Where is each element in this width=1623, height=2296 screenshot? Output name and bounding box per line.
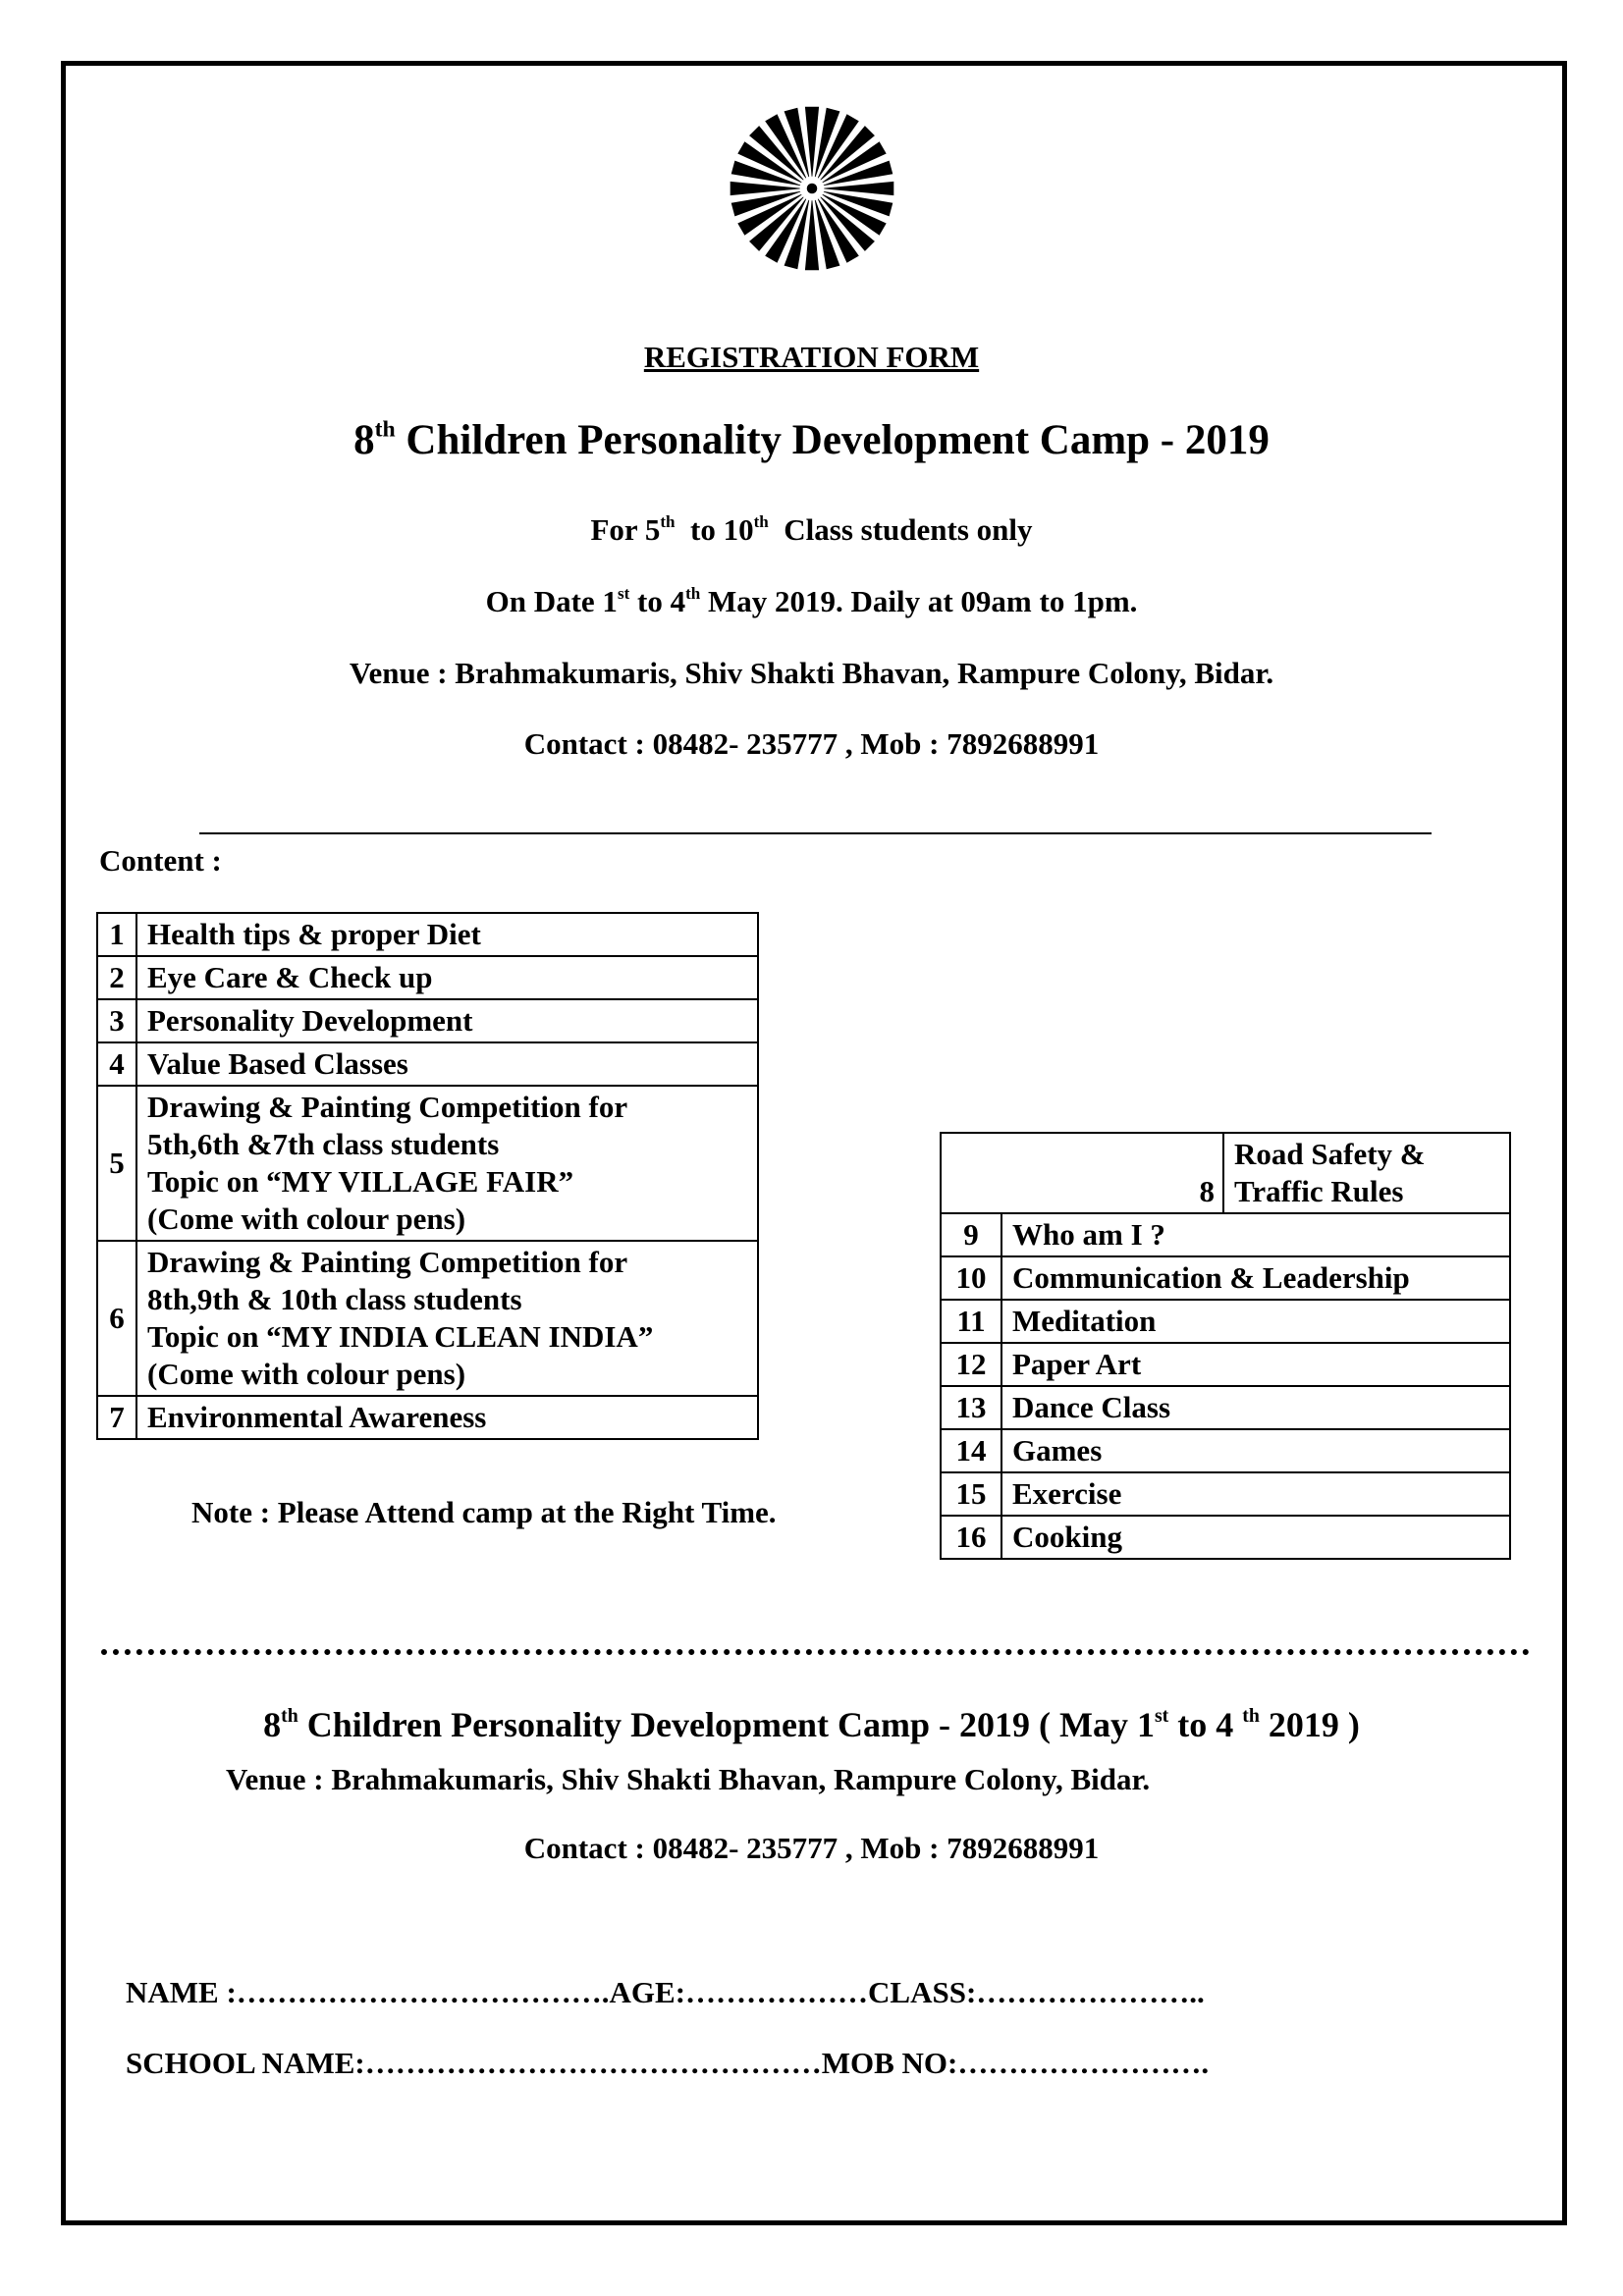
slip-title-suffix: th	[1242, 1705, 1260, 1728]
slip-title-suffix: th	[281, 1705, 298, 1728]
note-text: Note : Please Attend camp at the Right Time.	[191, 1495, 777, 1529]
logo-center-dot	[807, 184, 818, 194]
table-row	[941, 1343, 1510, 1386]
table-row	[941, 1256, 1510, 1300]
item-text	[136, 1042, 758, 1086]
content-label: Content :	[99, 843, 222, 878]
table-row	[97, 1042, 758, 1086]
date-text: On Date 1	[485, 584, 618, 618]
table-row	[941, 1133, 1510, 1213]
item-text	[1223, 1133, 1510, 1213]
item-number: 7	[97, 1396, 136, 1439]
school-mob-field[interactable]: SCHOOL NAME:………………………………………MOB NO:…………………….	[126, 2046, 1210, 2080]
content-table-left	[96, 912, 759, 1440]
item-text	[136, 1086, 758, 1241]
eligibility-line	[0, 512, 1623, 548]
item-text	[1001, 1386, 1510, 1429]
item-text	[136, 999, 758, 1042]
eligibility-text: For 5	[590, 512, 661, 547]
item-number: 1	[97, 913, 136, 956]
eligibility-text: Class students only	[784, 512, 1033, 547]
item-text-line: (Come with colour pens)	[147, 1357, 466, 1391]
date-suffix: th	[685, 584, 701, 604]
name-age-class-field[interactable]: NAME :……………………………….AGE:………………CLASS:…………………..	[126, 1975, 1205, 2009]
item-number: 12	[941, 1343, 1001, 1386]
cut-line	[101, 1649, 1530, 1655]
item-text	[1001, 1472, 1510, 1516]
date-text: to 4	[637, 584, 686, 618]
item-number: 8	[941, 1133, 1223, 1213]
camp-title-text: Children Personality Development Camp - 2019	[406, 417, 1270, 463]
item-text	[1001, 1300, 1510, 1343]
item-text-line: Eye Care & Check up	[147, 960, 433, 994]
date-suffix: st	[617, 584, 630, 604]
item-text	[136, 913, 758, 956]
item-number: 16	[941, 1516, 1001, 1559]
starburst-logo	[726, 102, 898, 275]
item-text-line: 5th,6th &7th class students	[147, 1127, 500, 1161]
date-text: May 2019. Daily at 09am to 1pm.	[707, 584, 1138, 618]
item-number: 3	[97, 999, 136, 1042]
item-text-line: Road Safety &	[1234, 1137, 1426, 1171]
item-text-line: Environmental Awareness	[147, 1400, 487, 1434]
table-row	[941, 1386, 1510, 1429]
table-row	[941, 1300, 1510, 1343]
item-text-line: Drawing & Painting Competition for	[147, 1245, 628, 1279]
table-row	[97, 913, 758, 956]
item-text-line: Topic on “MY VILLAGE FAIR”	[147, 1164, 574, 1199]
camp-title	[0, 416, 1623, 464]
item-text	[1001, 1516, 1510, 1559]
item-number: 14	[941, 1429, 1001, 1472]
table-row	[941, 1429, 1510, 1472]
item-text-line: Who am I ?	[1012, 1217, 1165, 1252]
table-row	[97, 1241, 758, 1396]
contact-line: Contact : 08482- 235777 , Mob : 7892688991	[523, 726, 1100, 761]
item-number: 6	[97, 1241, 136, 1396]
camp-number-suffix: th	[374, 416, 396, 443]
slip-venue: Venue : Brahmakumaris, Shiv Shakti Bhavan, Rampure Colony, Bidar.	[226, 1762, 1151, 1796]
item-number: 5	[97, 1086, 136, 1241]
item-text-line: Communication & Leadership	[1012, 1260, 1410, 1295]
eligibility-suffix: th	[753, 512, 769, 532]
item-text	[1001, 1213, 1510, 1256]
eligibility-suffix: th	[660, 512, 676, 532]
item-text-line: Value Based Classes	[147, 1046, 408, 1081]
item-text	[136, 1241, 758, 1396]
item-text-line: Drawing & Painting Competition for	[147, 1090, 628, 1124]
item-text	[1001, 1256, 1510, 1300]
table-row	[97, 1396, 758, 1439]
item-number: 2	[97, 956, 136, 999]
header-divider	[199, 832, 1432, 834]
item-text-line: Health tips & proper Diet	[147, 917, 481, 951]
camp-number: 8	[353, 417, 375, 463]
item-text-line: (Come with colour pens)	[147, 1201, 466, 1236]
slip-title-text: to 4	[1177, 1705, 1234, 1744]
item-text-line: 8th,9th & 10th class students	[147, 1282, 522, 1316]
item-text-line: Meditation	[1012, 1304, 1157, 1338]
item-number: 11	[941, 1300, 1001, 1343]
content-table-right	[940, 1132, 1511, 1560]
table-row	[941, 1213, 1510, 1256]
item-text	[1001, 1343, 1510, 1386]
item-text	[1001, 1429, 1510, 1472]
slip-title-suffix: st	[1154, 1705, 1169, 1728]
item-number: 10	[941, 1256, 1001, 1300]
item-text-line: Exercise	[1012, 1476, 1122, 1511]
item-text-line: Dance Class	[1012, 1390, 1171, 1424]
slip-title-text: 2019 )	[1268, 1705, 1360, 1744]
venue-line: Venue : Brahmakumaris, Shiv Shakti Bhavan, Rampure Colony, Bidar.	[349, 656, 1274, 690]
slip-camp-title	[0, 1704, 1623, 1745]
registration-form-title: REGISTRATION FORM	[643, 340, 980, 374]
item-text	[136, 1396, 758, 1439]
item-number: 15	[941, 1472, 1001, 1516]
item-text	[136, 956, 758, 999]
table-row	[97, 1086, 758, 1241]
table-row	[97, 999, 758, 1042]
slip-title-text: Children Personality Development Camp - 2019 ( May 1	[306, 1705, 1155, 1744]
item-text-line: Topic on “MY INDIA CLEAN INDIA”	[147, 1319, 654, 1354]
eligibility-text: to 10	[690, 512, 754, 547]
slip-contact: Contact : 08482- 235777 , Mob : 7892688991	[523, 1831, 1100, 1865]
item-text-line: Games	[1012, 1433, 1103, 1468]
table-row	[941, 1516, 1510, 1559]
item-text-line: Traffic Rules	[1234, 1174, 1404, 1208]
slip-title-text: 8	[263, 1705, 282, 1744]
item-number: 13	[941, 1386, 1001, 1429]
table-row	[941, 1472, 1510, 1516]
item-text-line: Personality Development	[147, 1003, 473, 1038]
date-line	[0, 584, 1623, 619]
item-number: 4	[97, 1042, 136, 1086]
item-text-line: Cooking	[1012, 1520, 1122, 1554]
table-row	[97, 956, 758, 999]
item-number: 9	[941, 1213, 1001, 1256]
item-text-line: Paper Art	[1012, 1347, 1142, 1381]
